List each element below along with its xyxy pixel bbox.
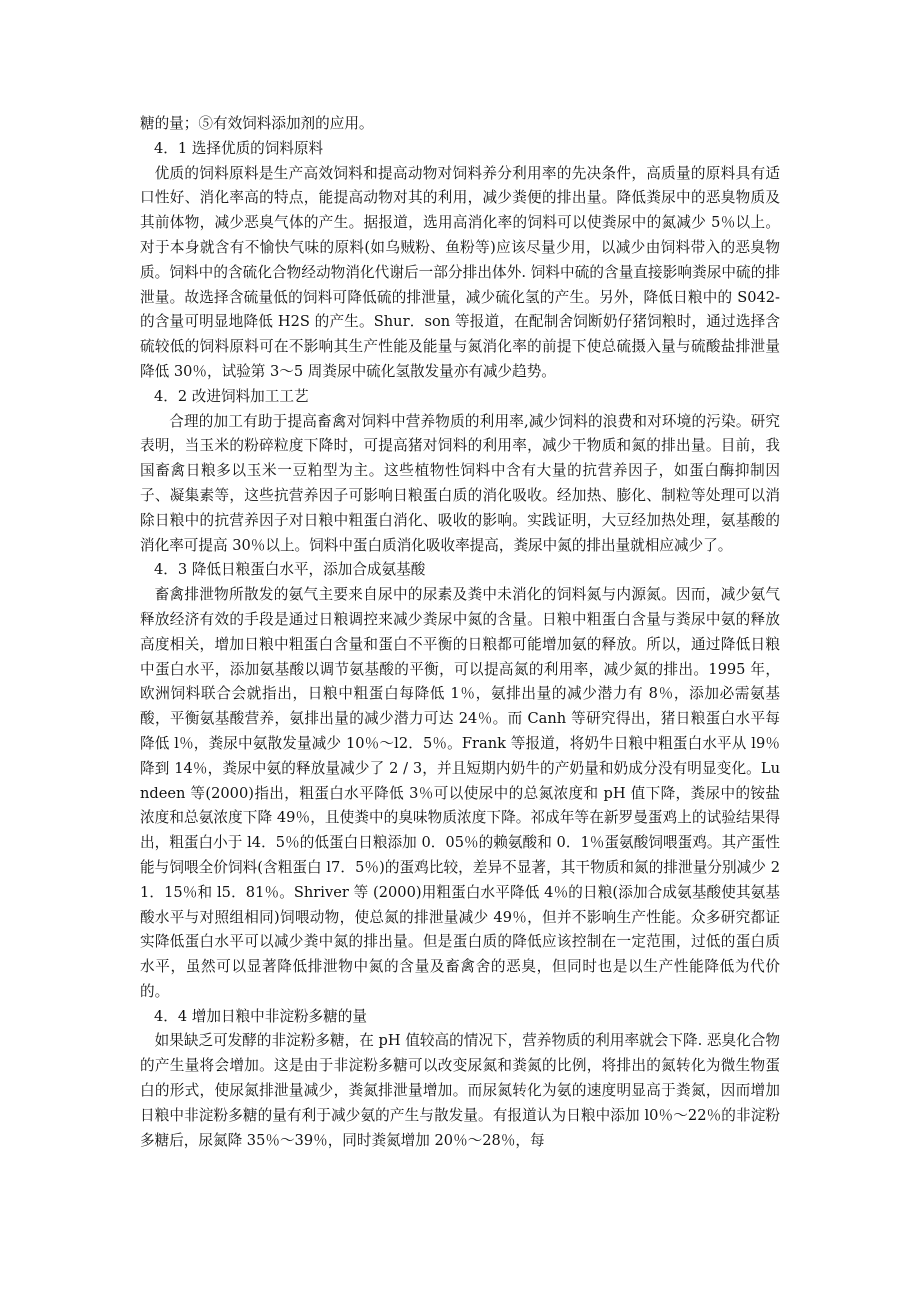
section-heading-4-2: 4．2 改进饲料加工工艺: [154, 387, 309, 405]
section-heading-4-3: 4．3 降低日粮蛋白水平，添加合成氨基酸: [154, 561, 426, 579]
section-heading-4-4: 4．4 增加日粮中非淀粉多糖的量: [154, 1007, 367, 1025]
paragraph-4-4: 如果缺乏可发酵的非淀粉多糖，在 pH 值较高的情况下，营养物质的利用率就会下降. 恶臭化合物的产生量将会增加。这是由于非淀粉多糖可以改变尿氮和粪氮的比例，将排出的氮转化为微生物蛋白的形式，使尿氮排泄量减少，粪氮排泄量增加。而尿氮转化为氨的速度明显高于粪氮，因而增加日粮中非淀粉多糖的量有利于减少氨的产生与散发量。有报道认为日粮中添加 l0％～22％的非淀粉多糖后，尿氮降 35％～39％，同时粪氮增加 20％～28％，每: [140, 1032, 780, 1149]
paragraph-4-2: 合理的加工有助于提高畜禽对饲料中营养物质的利用率,减少饲料的浪费和对环境的污染。研究表明，当玉米的粉碎粒度下降时，可提高猪对饲料的利用率，减少干物质和氮的排出量。目前，我国畜禽日粮多以玉米一豆粕型为主。这些植物性饲料中含有大量的抗营养因子，如蛋白酶抑制因子、凝集素等，这些抗营养因子可影响日粮蛋白质的消化吸收。经加热、膨化、制粒等处理可以消除日粮中的抗营养因子对日粮中粗蛋白消化、吸收的影响。实践证明，大豆经加热处理，氨基酸的消化率可提高 30％以上。饲料中蛋白质消化吸收率提高，粪尿中氮的排出量就相应减少了。: [140, 412, 780, 554]
paragraph-4-1: 优质的饲料原料是生产高效饲料和提高动物对饲料养分利用率的先决条件，高质量的原料具有适口性好、消化率高的特点，能提高动物对其的利用，减少粪便的排出量。降低粪尿中的恶臭物质及其前体物，减少恶臭气体的产生。据报道，选用高消化率的饲料可以使粪尿中的氮减少 5％以上。对于本身就含有不愉快气味的原料(如乌贼粉、鱼粉等)应该尽量少用，以减少由饲料带入的恶臭物质。饲料中的含硫化合物经动物消化代谢后一部分排出体外. 饲料中硫的含量直接影响粪尿中硫的排泄量。故选择含硫量低的饲料可降低硫的排泄量，减少硫化氢的产生。另外，降低日粮中的 S042-的含量可明显地降低 H2S 的产生。Shur．son 等报道，在配制舍饲断奶仔猪饲粮时，通过选择含硫较低的饲料原料可在不影响其生产性能及能量与氮消化率的前提下使总硫摄入量与硫酸盐排泄量降低 30％，试验第 3～5 周粪尿中硫化氢散发量亦有减少趋势。: [140, 164, 780, 380]
paragraph-4-3: 畜禽排泄物所散发的氨气主要来自尿中的尿素及粪中未消化的饲料氮与内源氮。因而，减少氨气释放经济有效的手段是通过日粮调控来减少粪尿中氮的含量。日粮中粗蛋白含量与粪尿中氨的释放高度相关，增加日粮中粗蛋白含量和蛋白不平衡的日粮都可能增加氨的释放。所以，通过降低日粮中蛋白水平，添加氨基酸以调节氨基酸的平衡，可以提高氮的利用率，减少氮的排出。1995 年，欧洲饲料联合会就指出，日粮中粗蛋白每降低 1％，氨排出量的减少潜力有 8％，添加必需氨基酸，平衡氨基酸营养，氨排出量的减少潜力可达 24％。而 Canh 等研究得出，猪日粮蛋白水平每降低 l％，粪尿中氨散发量减少 10％～l2．5％。Frank 等报道，将奶牛日粮中粗蛋白水平从 l9％降到 14％，粪尿中氨的释放量减少了 2 / 3，并且短期内奶牛的产奶量和奶成分没有明显变化。Lundeen 等(2000)指出，粗蛋白水平降低 3％可以使尿中的总氮浓度和 pH 值下降，粪尿中的铵盐浓度和总氨浓度下降 49％，且使粪中的臭味物质浓度下降。祁成年等在新罗曼蛋鸡上的试验结果得出，粗蛋白小于 l4．5％的低蛋白日粮添加 0．05％的赖氨酸和 0．1％蛋氨酸饲喂蛋鸡。其产蛋性能与饲喂全价饲料(含粗蛋白 l7．5％)的蛋鸡比较，差异不显著，其干物质和氮的排泄量分别减少 21．15％和 l5．81％。Shriver 等 (2000)用粗蛋白水平降低 4％的日粮(添加合成氨基酸使其氨基酸水平与对照组相同)饲喂动物，使总氮的排泄量减少 49％，但并不影响生产性能。众多研究都证实降低蛋白水平可以减少粪中氮的排出量。但是蛋白质的降低应该控制在一定范围，过低的蛋白质水平，虽然可以显著降低排泄物中氮的含量及畜禽舍的恶臭，但同时也是以生产性能降低为代价的。: [140, 586, 780, 1000]
paragraph-intro-tail: 糖的量；⑤有效饲料添加剂的应用。: [140, 115, 374, 132]
section-heading-4-1: 4．1 选择优质的饲料原料: [154, 139, 324, 157]
